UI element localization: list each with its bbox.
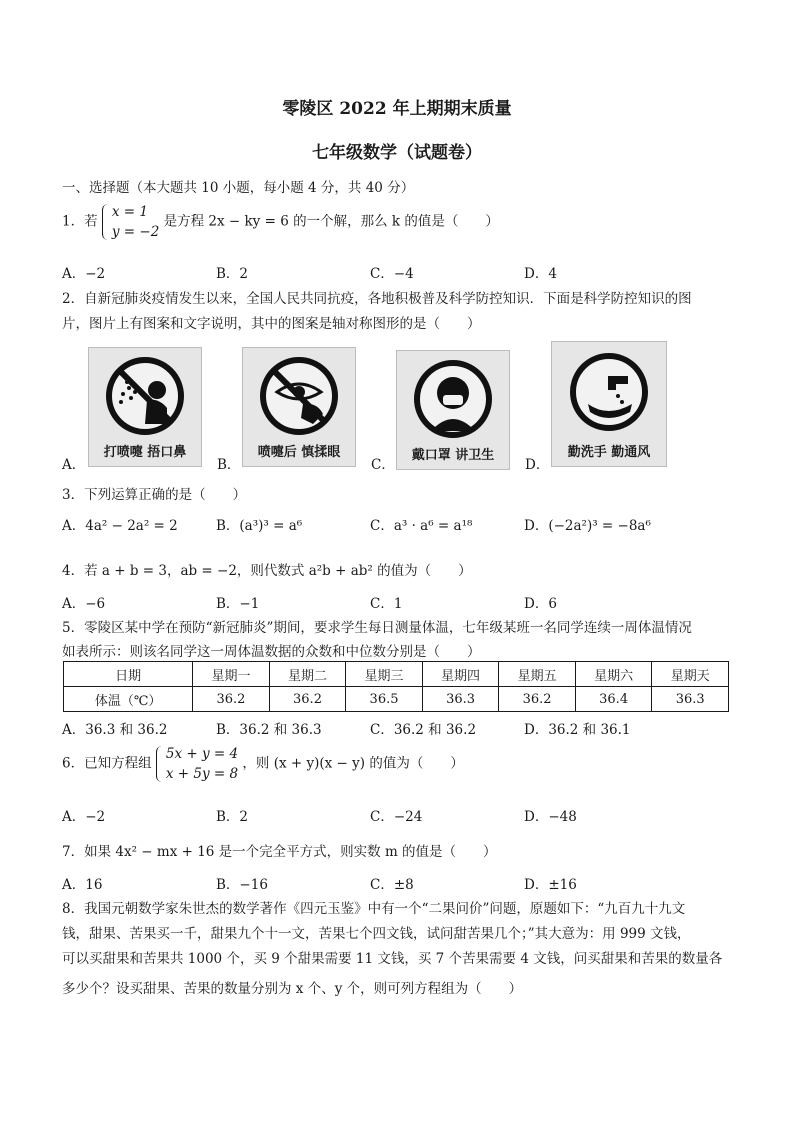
question-4: 4．若 a + b = 3，ab = −2，则代数式 a²b + ab² 的值为（ ）: [62, 563, 472, 579]
option-a: A．36.3 和 36.2: [62, 722, 168, 738]
option-a: A．−2: [62, 809, 106, 825]
option-c: C．−24: [370, 809, 423, 825]
table-header-row: [64, 662, 729, 687]
sign-image-eye: [242, 347, 356, 467]
sign-caption: 打喷嚏 捂口鼻: [103, 445, 187, 460]
option-d: D．±16: [524, 877, 577, 893]
sign-caption: 勤洗手 勤通风: [567, 445, 651, 460]
table-cell: 体温（℃）: [64, 687, 193, 712]
option-d: D．−48: [524, 809, 577, 825]
question-5-line-2: 如表所示：则该名同学这一周体温数据的众数和中位数分别是（ ）: [62, 644, 481, 660]
option-d-label: D．: [525, 457, 550, 473]
question-8-line-2: 钱，甜果、苦果买一千，甜果九个十一文，苦果七个四文钱，试问甜苦果几个；”其大意为：用 999 文钱，: [62, 926, 691, 942]
question-1-number: 1．若: [62, 213, 98, 230]
option-c-label: C．: [371, 457, 395, 473]
option-a: A．4a² − 2a² = 2: [62, 518, 178, 534]
option-c: C．±8: [370, 877, 414, 893]
table-header-cell: 星期天: [652, 662, 729, 687]
option-c: C．36.2 和 36.2: [370, 722, 477, 738]
table-cell: 36.2: [193, 687, 270, 712]
option-b-label: B．: [217, 457, 241, 473]
table-header-cell: 星期六: [575, 662, 652, 687]
sign-caption: 戴口罩 讲卫生: [411, 448, 495, 463]
sign-image-handwash: [551, 341, 667, 467]
option-a-label: A．: [62, 457, 86, 473]
table-cell: 36.3: [652, 687, 729, 712]
option-c: C．−4: [370, 266, 414, 282]
table-cell: 36.4: [575, 687, 652, 712]
equation-system: [102, 202, 159, 242]
question-3: 3．下列运算正确的是（ ）: [62, 487, 247, 503]
table-cell: 36.2: [269, 687, 346, 712]
question-6: [62, 744, 464, 784]
temperature-table: [63, 661, 729, 712]
option-b: B．2: [216, 809, 249, 825]
section-heading: 一、选择题（本大题共 10 小题，每小题 4 分，共 40 分）: [62, 180, 415, 196]
question-6-number: 6．已知方程组: [62, 755, 152, 772]
option-b: B．2: [216, 266, 249, 282]
option-c: C．a³ · a⁶ = a¹⁸: [370, 518, 473, 534]
table-header-cell: 星期三: [346, 662, 423, 687]
option-a: A．16: [62, 877, 103, 893]
table-header-cell: 星期二: [269, 662, 346, 687]
table-header-cell: 日期: [64, 662, 193, 687]
sign-image-mask: [396, 350, 510, 470]
option-d: D．4: [524, 266, 557, 282]
table-cell: 36.2: [499, 687, 576, 712]
option-b: B．−1: [216, 596, 260, 612]
equation-system: [156, 744, 238, 784]
question-1-text: 是方程 2x − ky = 6 的一个解，那么 k 的值是（ ）: [163, 213, 499, 230]
equation-line: 5x + y = 4: [165, 746, 239, 762]
table-header-cell: 星期一: [193, 662, 270, 687]
option-b: B．(a³)³ = a⁶: [216, 518, 303, 534]
page-title: 零陵区 2022 年上期期末质量: [282, 99, 512, 119]
question-8-line-1: 8．我国元朝数学家朱世杰的数学著作《四元玉鉴》中有一个“二果问价”问题，原题如下：“九百九十九文: [62, 901, 686, 917]
equation-line: x = 1: [111, 204, 148, 220]
option-b: B．36.2 和 36.3: [216, 722, 322, 738]
question-2-line-1: 2．自新冠肺炎疫情发生以来，全国人民共同抗疫，各地积极普及科学防控知识．下面是科学防控知识的图: [62, 291, 692, 307]
question-8-line-4: 多少个？设买甜果、苦果的数量分别为 x 个、y 个，则可列方程组为（ ）: [62, 981, 523, 997]
equation-line: y = −2: [111, 224, 160, 240]
question-8-line-3: 可以买甜果和苦果共 1000 个，买 9 个甜果需要 11 文钱，买 7 个苦果需要 4 文钱，问买甜果和苦果的数量各: [62, 951, 723, 967]
question-1: [62, 202, 499, 242]
table-header-cell: 星期四: [422, 662, 499, 687]
sign-caption: 喷嚏后 慎揉眼: [257, 445, 341, 460]
question-2-line-2: 片，图片上有图案和文字说明，其中的图案是轴对称图形的是（ ）: [62, 316, 481, 332]
question-5-line-1: 5．零陵区某中学在预防“新冠肺炎”期间，要求学生每日测量体温，七年级某班一名同学连续一周体温情况: [62, 620, 692, 636]
option-a: A．−6: [62, 596, 106, 612]
option-d: D．6: [524, 596, 557, 612]
option-c: C．1: [370, 596, 403, 612]
table-row: [64, 687, 729, 712]
table-header-cell: 星期五: [499, 662, 576, 687]
sign-image-sneeze: [88, 347, 202, 467]
option-d: D．36.2 和 36.1: [524, 722, 631, 738]
option-b: B．−16: [216, 877, 268, 893]
page-subtitle: 七年级数学（试题卷）: [312, 143, 482, 163]
question-7: 7．如果 4x² − mx + 16 是一个完全平方式，则实数 m 的值是（ ）: [62, 844, 497, 860]
table-cell: 36.3: [422, 687, 499, 712]
question-6-text: ，则 (x + y)(x − y) 的值为（ ）: [242, 755, 464, 772]
table-cell: 36.5: [346, 687, 423, 712]
option-a: A．−2: [62, 266, 106, 282]
equation-line: x + 5y = 8: [165, 766, 239, 782]
option-d: D．(−2a²)³ = −8a⁶: [524, 518, 651, 534]
